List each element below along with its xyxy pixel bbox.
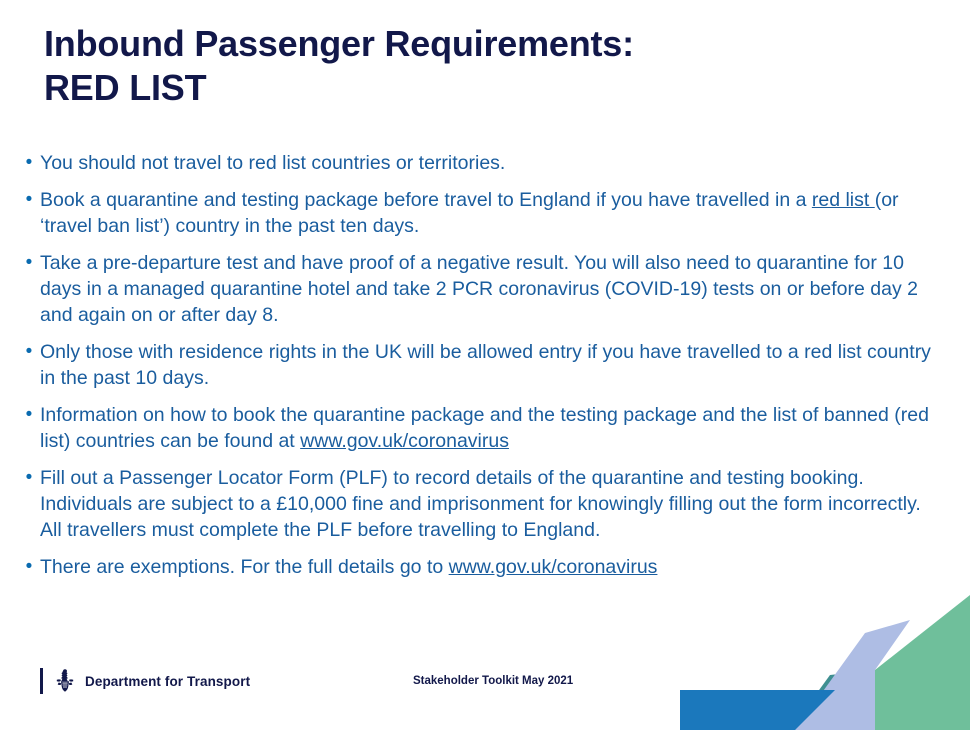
bullet-text-segment: Book a quarantine and testing package before travel to England if you have travelled in a — [40, 189, 812, 211]
bullet-testing-quarantine — [40, 250, 938, 328]
slide-footer — [0, 660, 970, 730]
bullet-text-segment: There are exemptions. For the full details go to — [40, 556, 449, 578]
bullet-residence-rights — [40, 339, 938, 391]
bullet-marker-icon: • — [25, 404, 33, 425]
bullet-travel-advice — [40, 150, 938, 176]
red-list-emphasis: red list — [811, 189, 875, 211]
title-line-1: Inbound Passenger Requirements: — [44, 23, 634, 64]
bullet-text-segment: Take a pre-departure test and have proof of a negative result. You will also need to quarantine for 10 days in a managed quarantine hotel and take 2 PCR coronavirus (COVID-19) tests on or before day 2 and again on or after day 8. — [40, 252, 918, 326]
page-title — [44, 22, 924, 110]
list-item — [18, 402, 938, 454]
gov-uk-coronavirus-link[interactable]: www.gov.uk/coronavirus — [448, 556, 658, 578]
royal-crest-icon — [52, 668, 78, 694]
bullet-passenger-locator-form — [40, 465, 938, 543]
department-for-transport-logo — [40, 668, 250, 694]
department-name: Department for Transport — [85, 673, 251, 689]
bullet-marker-icon: • — [25, 556, 33, 577]
logo-rule — [40, 668, 43, 694]
list-item — [18, 187, 938, 239]
list-item — [18, 339, 938, 391]
bullet-marker-icon: • — [25, 152, 33, 173]
title-line-2: RED LIST — [44, 66, 207, 108]
list-item — [18, 150, 938, 176]
bullet-marker-icon: • — [25, 341, 33, 362]
list-item — [18, 465, 938, 543]
bullet-book-package — [40, 187, 938, 239]
bullet-text-segment: Only those with residence rights in the UK will be allowed entry if you have travelled to a red list country in the past 10 days. — [40, 341, 931, 389]
bullet-exemptions — [40, 554, 938, 580]
gov-uk-coronavirus-link[interactable]: www.gov.uk/coronavirus — [300, 430, 509, 452]
bullet-marker-icon: • — [25, 467, 33, 488]
bullet-text-segment: Fill out a Passenger Locator Form (PLF) to record details of the quarantine and testing booking. Individuals are subject to a £10,000 fine and imprisonment for knowingly filling out the form incorrectly. All travellers must complete the PLF before travelling to England. — [40, 467, 921, 541]
list-item — [18, 250, 938, 328]
bullet-text-segment: (or ‘travel ban list’) country in the past ten days. — [40, 189, 899, 237]
bullet-marker-icon: • — [25, 189, 33, 210]
bullet-text-segment: You should not travel to red list countries or territories. — [40, 152, 506, 174]
toolkit-note: Stakeholder Toolkit May 2021 — [413, 675, 574, 687]
bullet-marker-icon: • — [25, 252, 33, 273]
list-item — [18, 554, 938, 580]
bullet-text-segment: Information on how to book the quarantine package and the testing package and the list of banned (red list) countries can be found at — [40, 404, 929, 452]
bullet-information-link — [40, 402, 938, 454]
requirements-list — [18, 150, 938, 591]
